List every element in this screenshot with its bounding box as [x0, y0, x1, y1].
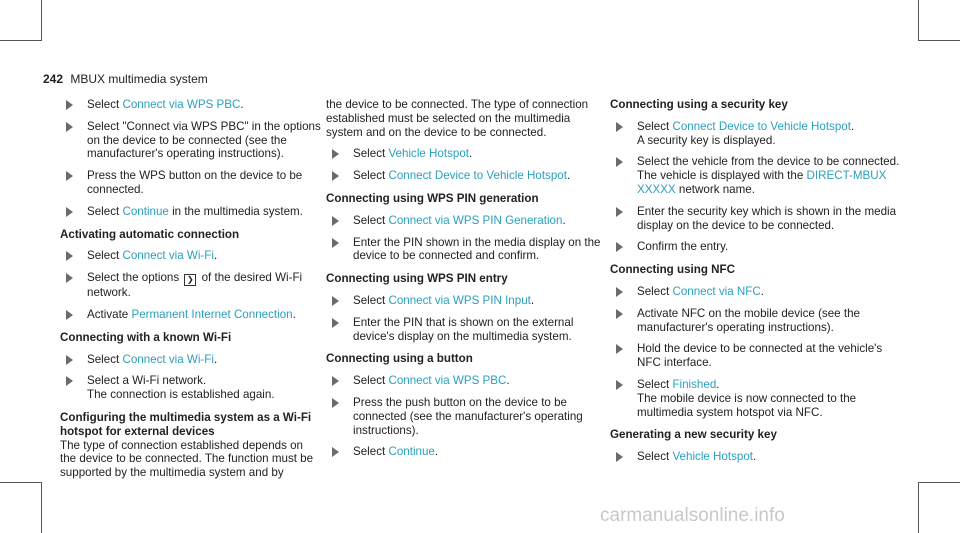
arrow-icon — [66, 376, 73, 386]
arrow-icon — [332, 398, 339, 408]
crop-mark — [41, 482, 42, 533]
options-chevron-icon: ❯ — [184, 274, 196, 286]
list-item: Select the options ❯ of the desired Wi-Fi network. — [60, 271, 322, 300]
menu-link[interactable]: Connect via WPS PBC — [388, 374, 507, 388]
crop-mark — [918, 482, 960, 483]
list-item: Select Vehicle Hotspot. — [326, 147, 601, 161]
arrow-icon — [66, 207, 73, 217]
arrow-icon — [616, 122, 623, 132]
watermark: carmanualsonline.info — [600, 505, 785, 526]
section-title: MBUX multimedia system — [70, 72, 208, 86]
menu-link[interactable]: Connect Device to Vehicle Hotspot — [672, 119, 851, 133]
menu-link[interactable]: Continue — [388, 445, 435, 459]
list-item: Enter the security key which is shown in the media display on the device to be connected. — [610, 205, 900, 233]
paragraph: The type of connection established depends on the device to be connected. The function must be supported by the multimedia system and by — [60, 438, 314, 480]
section-heading: Activating automatic connection — [60, 227, 240, 241]
list-item: Select Connect Device to Vehicle Hotspot. — [326, 169, 601, 183]
arrow-icon — [66, 251, 73, 261]
paragraph: the device to be connected. The type of connection established must be selected on the multimedia system and on the device to be connected. — [326, 98, 589, 139]
arrow-icon — [616, 452, 623, 462]
arrow-icon — [66, 171, 73, 181]
list-item: Select Connect via Wi-Fi. — [60, 353, 322, 367]
list-item: Activate NFC on the mobile device (see the manufacturer's operating instructions). — [610, 307, 900, 335]
section-heading: Connecting using NFC — [610, 263, 735, 277]
list-item: Select Continue in the multimedia system. — [60, 205, 322, 219]
arrow-icon — [66, 273, 73, 283]
menu-link[interactable]: Permanent Internet Connection — [131, 307, 293, 321]
arrow-icon — [332, 238, 339, 248]
section-heading: Connecting using a button — [326, 352, 473, 366]
list-item: Select the vehicle from the device to be connected. The vehicle is displayed with the DIRECT-MBUX XXXXX network name. — [610, 155, 900, 196]
list-item: Hold the device to be connected at the vehicle's NFC interface. — [610, 342, 900, 370]
menu-link[interactable]: Connect via WPS PIN Generation — [388, 213, 563, 227]
arrow-icon — [66, 122, 73, 132]
column-3 — [610, 98, 900, 464]
menu-link[interactable]: Vehicle Hotspot — [388, 147, 470, 161]
page-number: 242 — [43, 72, 64, 86]
section-heading: Connecting using WPS PIN entry — [326, 272, 508, 286]
crop-mark — [41, 0, 42, 41]
network-name: DIRECT-MBUX XXXXX — [637, 169, 887, 196]
arrow-icon — [616, 287, 623, 297]
section-heading: Connecting with a known Wi-Fi — [60, 330, 232, 344]
crop-mark — [918, 40, 960, 41]
list-item: Select Finished. The mobile device is now connected to the multimedia system hotspot via NFC. — [610, 378, 900, 419]
list-item: Activate Permanent Internet Connection. — [60, 308, 322, 322]
arrow-icon — [66, 100, 73, 110]
arrow-icon — [332, 318, 339, 328]
arrow-icon — [616, 157, 623, 167]
section-heading: Generating a new security key — [610, 428, 777, 442]
menu-link[interactable]: Connect via WPS PBC — [122, 98, 241, 111]
menu-link[interactable]: Connect via NFC — [672, 284, 761, 298]
list-item: Select Vehicle Hotspot. — [610, 450, 900, 464]
arrow-icon — [616, 344, 623, 354]
list-item: Enter the PIN shown in the media display on the device to be connected and confirm. — [326, 236, 601, 264]
arrow-icon — [332, 171, 339, 181]
list-item: Select Connect via WPS PIN Input. — [326, 294, 601, 308]
list-item: Select Continue. — [326, 445, 601, 459]
arrow-icon — [332, 216, 339, 226]
list-item: Enter the PIN that is shown on the external device's display on the multimedia system. — [326, 316, 601, 344]
crop-mark — [918, 0, 919, 41]
list-item: Select Connect Device to Vehicle Hotspot. A security key is displayed. — [610, 120, 900, 148]
menu-link[interactable]: Connect via Wi-Fi — [122, 352, 214, 366]
arrow-icon — [332, 296, 339, 306]
list-item: Select "Connect via WPS PBC" in the options on the device to be connected (see the manufacturer's operating instructions). — [60, 120, 322, 161]
section-heading: Configuring the multimedia system as a Wi-Fi hotspot for external devices — [60, 410, 312, 438]
list-item: Select Connect via WPS PIN Generation. — [326, 214, 601, 228]
arrow-icon — [616, 242, 623, 252]
menu-link[interactable]: Vehicle Hotspot — [672, 450, 754, 464]
column-2 — [326, 98, 601, 459]
list-item: Confirm the entry. — [610, 240, 900, 254]
list-item: Select Connect via WPS PBC. — [326, 374, 601, 388]
page-header — [43, 72, 208, 86]
list-item: Select Connect via Wi-Fi. — [60, 249, 322, 263]
arrow-icon — [66, 310, 73, 320]
crop-mark — [918, 482, 919, 533]
menu-link[interactable]: Finished — [672, 377, 717, 391]
menu-link[interactable]: Connect via WPS PIN Input — [388, 293, 531, 307]
section-heading: Connecting using WPS PIN generation — [326, 191, 539, 205]
arrow-icon — [616, 309, 623, 319]
menu-link[interactable]: Connect via Wi-Fi — [122, 249, 214, 263]
list-item: Select Connect via NFC. — [610, 285, 900, 299]
arrow-icon — [332, 447, 339, 457]
arrow-icon — [616, 207, 623, 217]
arrow-icon — [332, 376, 339, 386]
column-1 — [60, 98, 322, 480]
crop-mark — [0, 40, 42, 41]
arrow-icon — [332, 149, 339, 159]
section-heading: Connecting using a security key — [610, 98, 788, 111]
list-item: Select a Wi-Fi network. The connection is established again. — [60, 374, 322, 402]
list-item: Select Connect via WPS PBC. — [60, 98, 322, 112]
list-item: Press the push button on the device to be connected (see the manufacturer's operating instructions). — [326, 396, 601, 437]
crop-mark — [0, 482, 42, 483]
menu-link[interactable]: Connect Device to Vehicle Hotspot — [388, 169, 567, 183]
arrow-icon — [66, 355, 73, 365]
arrow-icon — [616, 380, 623, 390]
menu-link[interactable]: Continue — [122, 204, 169, 218]
list-item: Press the WPS button on the device to be connected. — [60, 169, 322, 197]
